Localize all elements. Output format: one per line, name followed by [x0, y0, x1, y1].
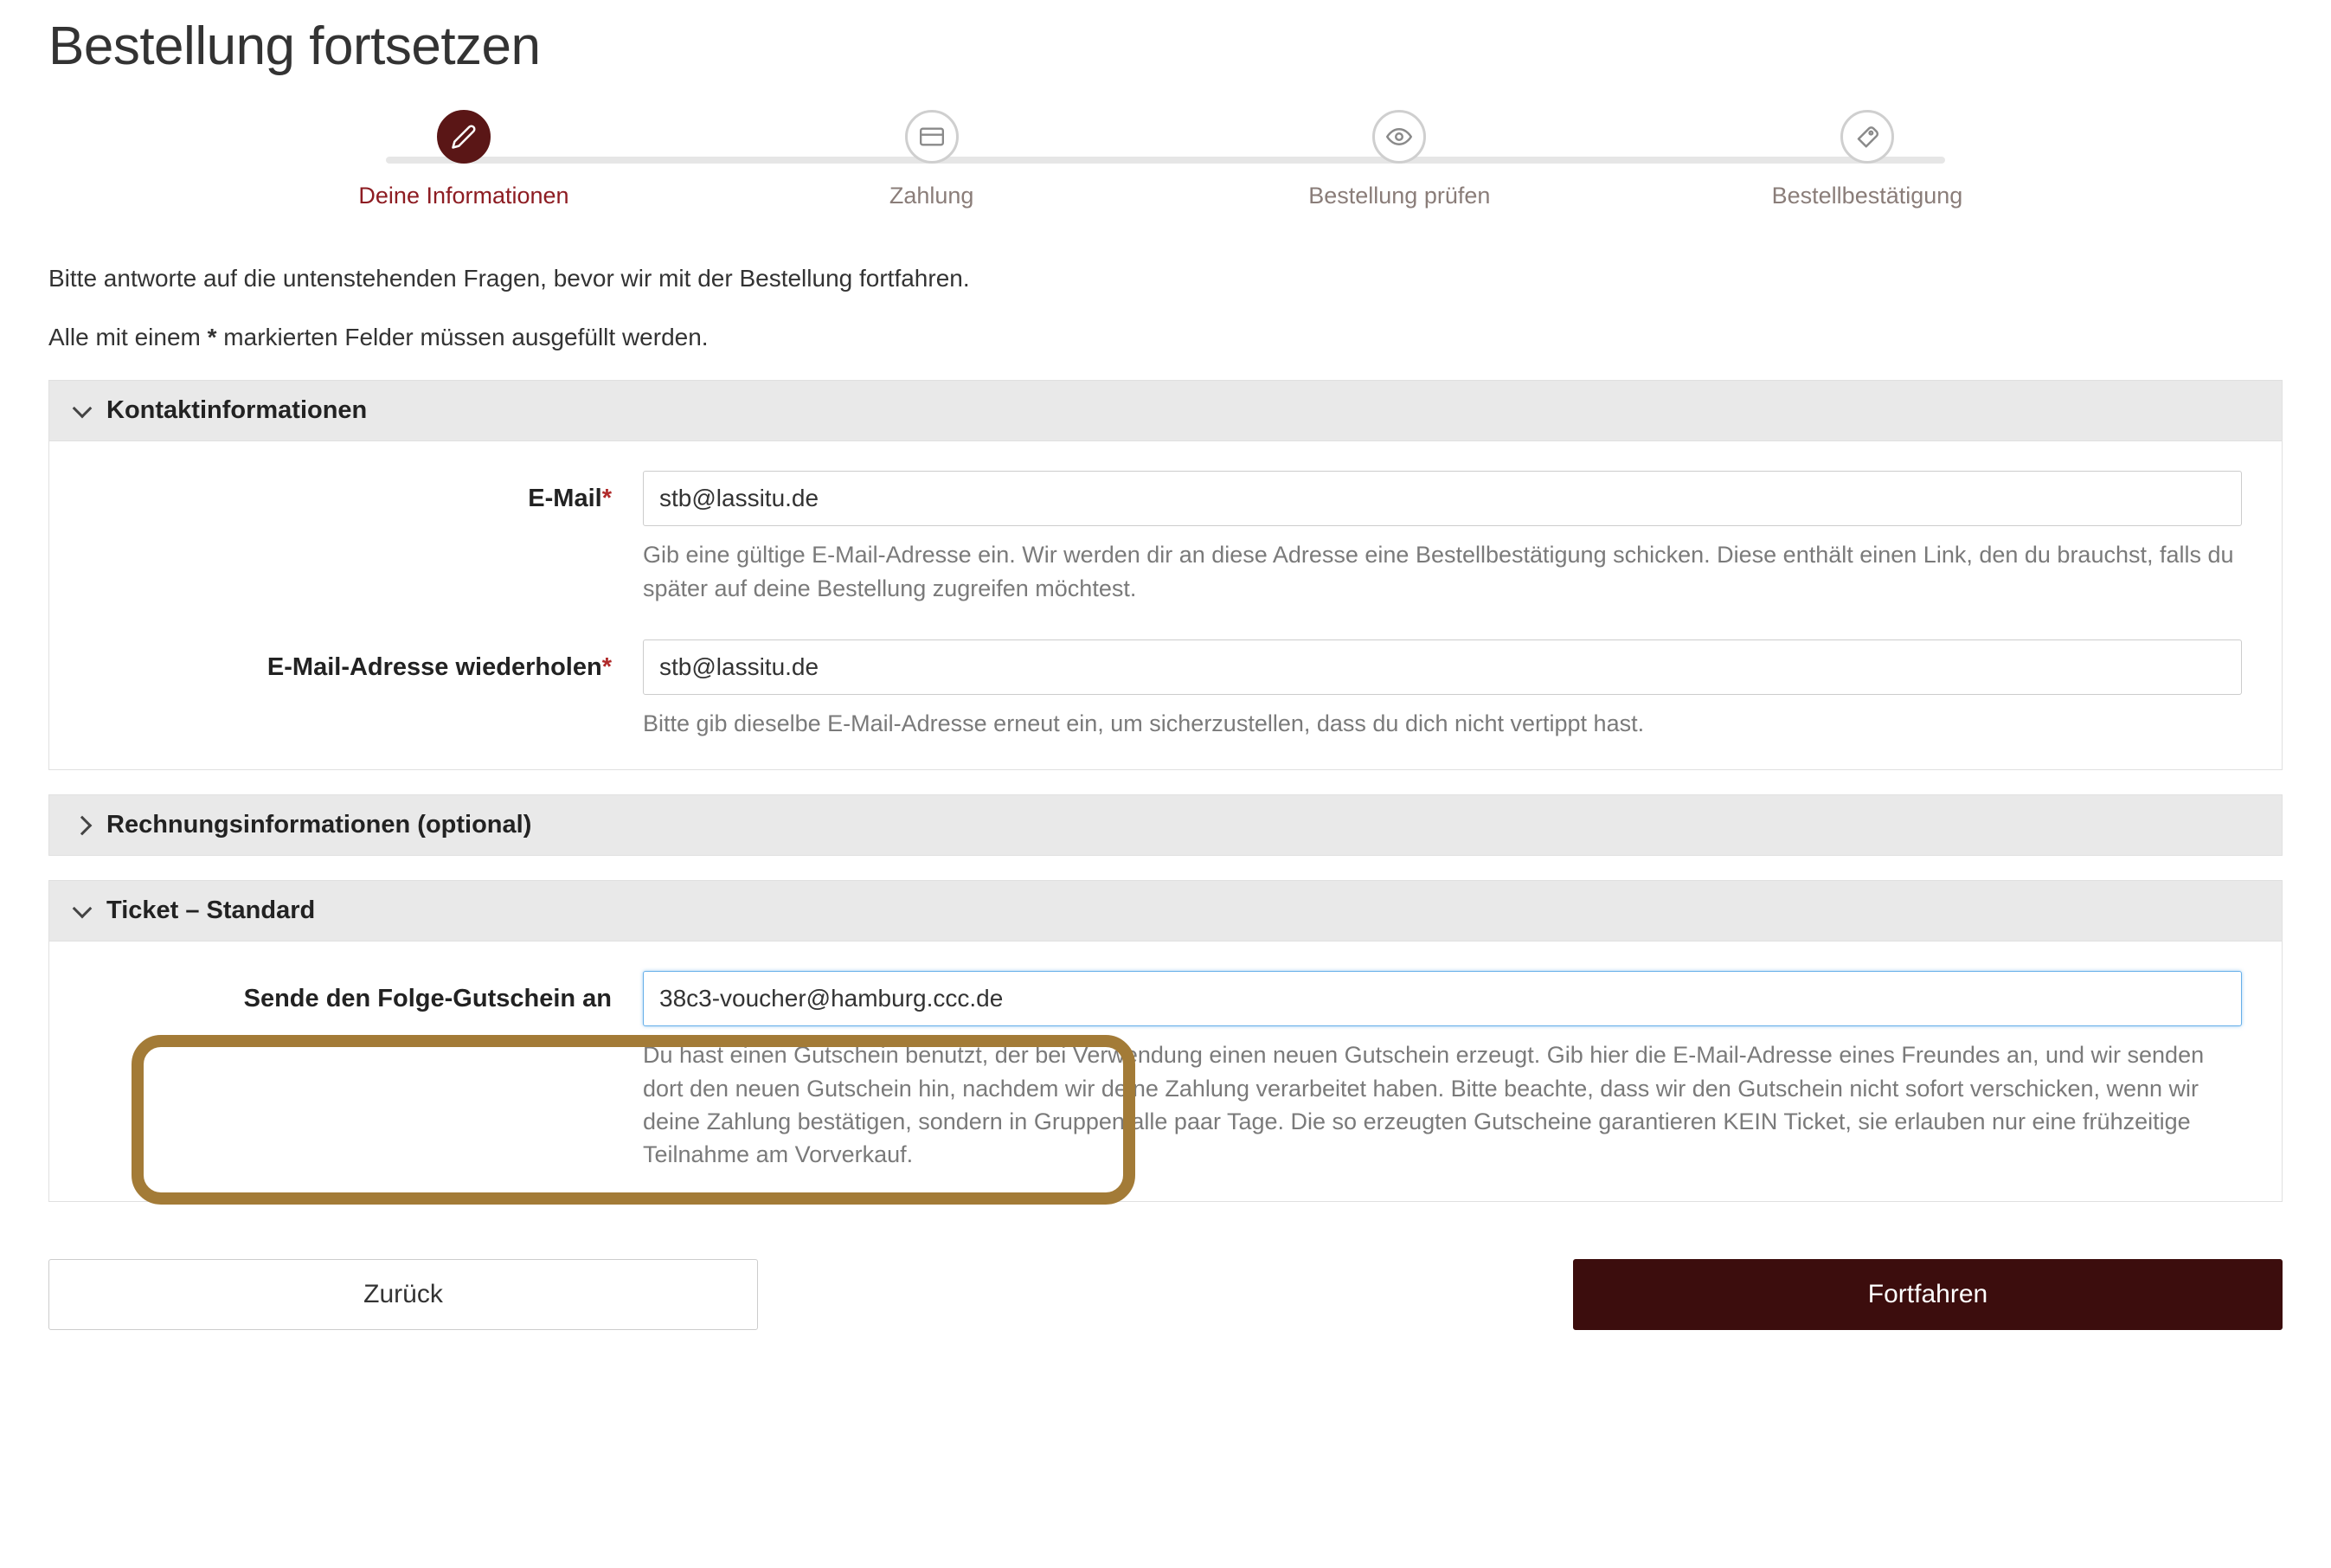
email-input[interactable] [643, 471, 2242, 526]
email-required-marker: * [601, 485, 612, 513]
voucher-recipient-label: Sende den Folge-Gutschein an [243, 985, 612, 1013]
required-marker: * [207, 324, 217, 351]
page-title: Bestellung fortsetzen [48, 16, 541, 76]
step-label: Bestellung prüfen [1308, 183, 1491, 209]
section-header-ticket-standard[interactable] [49, 881, 2282, 941]
step-bestellbestaetigung[interactable] [1729, 110, 2006, 209]
intro-text-2-after: markierten Felder müssen ausgefüllt werden. [216, 324, 709, 351]
form-row-email-repeat [49, 639, 2282, 740]
section-title: Ticket – Standard [106, 896, 316, 925]
email-repeat-input[interactable] [643, 639, 2242, 695]
pencil-icon [437, 110, 491, 164]
section-header-rechnungsinformationen[interactable] [49, 795, 2282, 855]
form-footer [48, 1259, 2283, 1365]
email-field-label [89, 471, 643, 516]
step-label: Deine Informationen [358, 183, 569, 209]
email-repeat-help-text: Bitte gib dieselbe E-Mail-Adresse erneut ein, um sicherzustellen, dass du dich nicht vertippt hast. [643, 710, 1645, 736]
voucher-recipient-help-text: Du hast einen Gutschein benutzt, der bei Verwendung einen neuen Gutschein erzeugt. Gib hier die E-Mail-Adresse eines Freundes an, und wir senden dort den neuen Gutschein hin, nachdem wir deine Zahlung verarbeitet haben. Bitte beachte, dass wir den Gutschein nicht sofort verschicken, wenn wir deine Zahlung bestätigen, sondern in Gruppen alle paar Tage. Die so erzeugten Gutscheine garantieren KEIN Ticket, sie erlauben nur eine frühzeitige Teilnahme am Vorverkauf. [643, 1042, 2205, 1168]
section-title: Rechnungsinformationen (optional) [106, 811, 532, 839]
intro-text-1: Bitte antworte auf die untenstehenden Fragen, bevor wir mit der Bestellung fortfahren. [48, 265, 970, 292]
form-row-voucher-recipient [49, 971, 2282, 1171]
email-repeat-label-text: E-Mail-Adresse wiederholen [266, 652, 602, 681]
email-label-text: E-Mail [528, 485, 602, 513]
intro-text-2-before: Alle mit einem [48, 324, 208, 351]
section-header-kontaktinformationen[interactable] [49, 381, 2282, 441]
continue-button[interactable]: Fortfahren [1573, 1259, 2283, 1330]
chevron-right-icon [73, 815, 93, 835]
step-label: Bestellbestätigung [1771, 183, 1963, 209]
back-button[interactable]: Zurück [48, 1259, 758, 1330]
credit-card-icon [905, 110, 959, 164]
step-deine-informationen[interactable] [325, 110, 602, 209]
eye-icon [1372, 110, 1426, 164]
section-body-kontaktinformationen [49, 441, 2282, 769]
email-repeat-field-label [89, 639, 643, 684]
step-zahlung[interactable] [793, 110, 1070, 209]
step-label: Zahlung [889, 183, 974, 209]
section-rechnungsinformationen [48, 794, 2283, 856]
section-ticket-standard [48, 880, 2283, 1201]
ticket-icon [1840, 110, 1894, 164]
email-help-text: Gib eine gültige E-Mail-Adresse ein. Wir werden dir an diese Adresse eine Bestellbestätigung schicken. Diese enthält einen Link, den du brauchst, falls du später auf deine Bestellung zugreifen möchtest. [643, 542, 2234, 601]
section-kontaktinformationen [48, 380, 2283, 770]
chevron-down-icon [73, 398, 93, 418]
step-bestellung-pruefen[interactable] [1261, 110, 1538, 209]
chevron-down-icon [73, 898, 93, 918]
section-body-ticket-standard [49, 941, 2282, 1200]
voucher-recipient-input[interactable] [643, 971, 2242, 1026]
section-title: Kontaktinformationen [106, 396, 368, 425]
email-repeat-required-marker: * [601, 652, 612, 681]
checkout-stepper [48, 110, 2283, 248]
form-row-email [49, 471, 2282, 605]
intro-text-2 [48, 319, 2283, 356]
